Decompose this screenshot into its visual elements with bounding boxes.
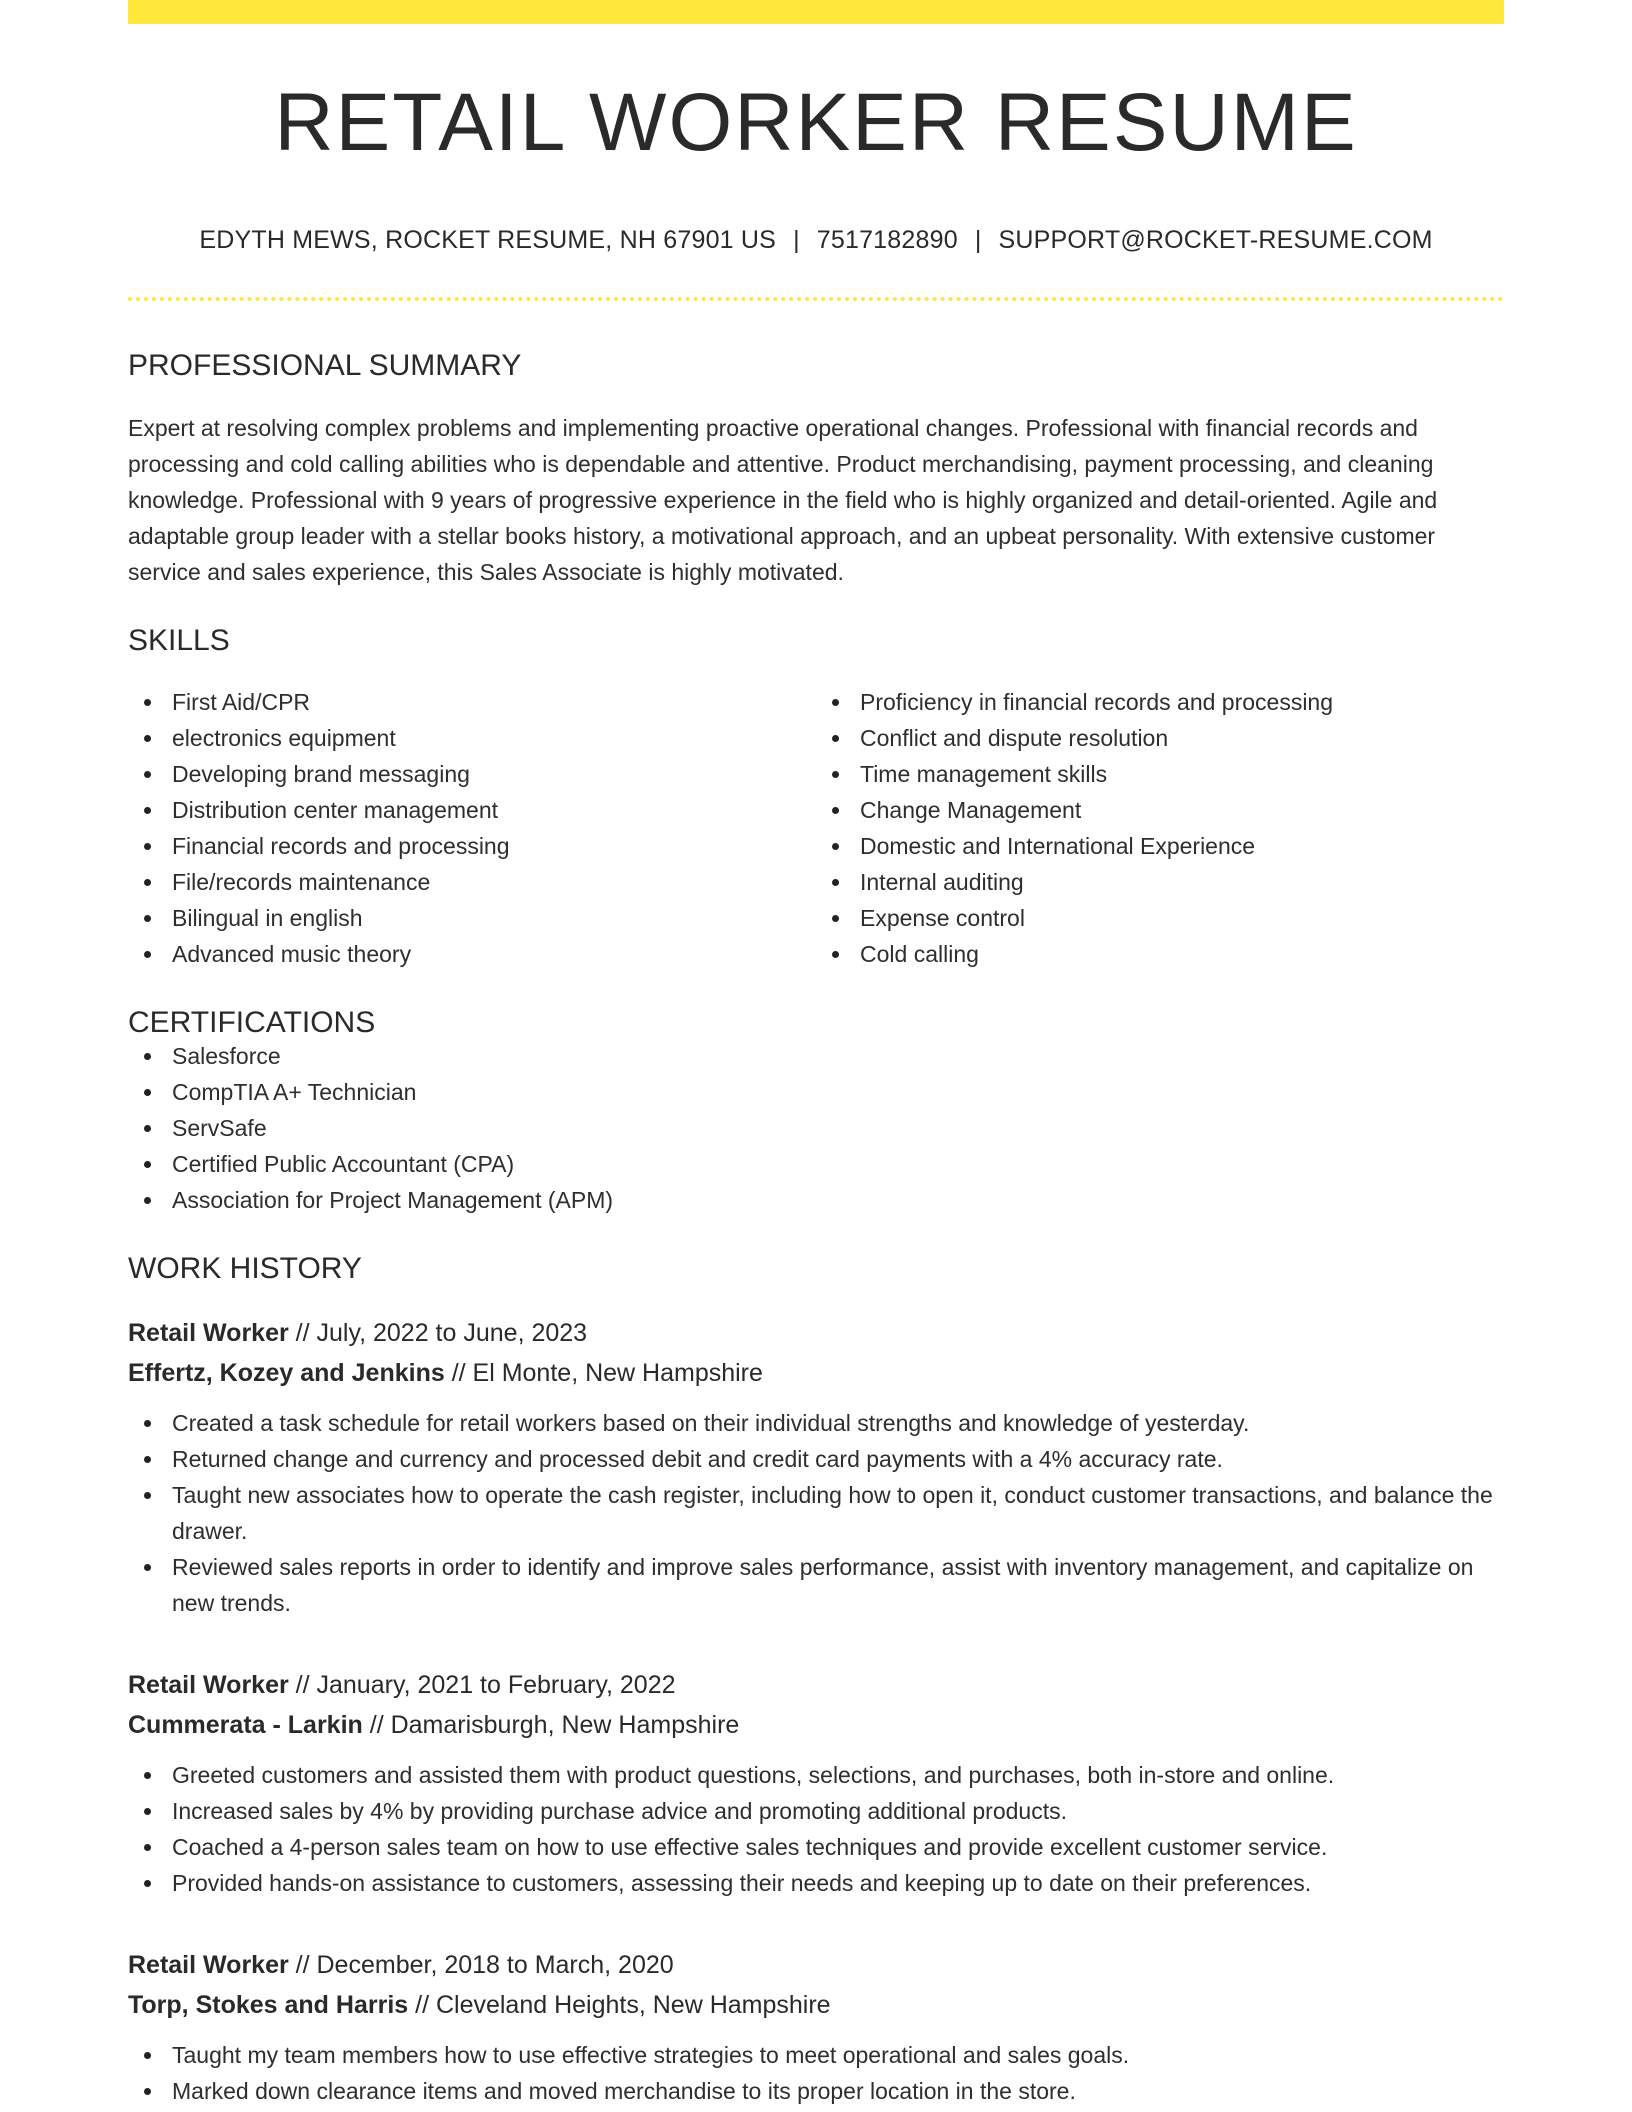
job-duty-item: Reviewed sales reports in order to identify and improve sales performance, assist with inventory management, and capitalize on new trends. [128, 1549, 1504, 1621]
job-company-line [128, 1705, 1504, 1745]
job-title-line [128, 1945, 1504, 1985]
job-company: Cummerata - Larkin [128, 1711, 363, 1739]
job-duty-item: Greeted customers and assisted them with product questions, selections, and purchases, both in-store and online. [128, 1757, 1504, 1793]
job-dates: // July, 2022 to June, 2023 [288, 1319, 588, 1347]
certification-item: Certified Public Accountant (CPA) [128, 1146, 1504, 1182]
job-entry [128, 1945, 1504, 2109]
job-title: Retail Worker [128, 1671, 289, 1699]
job-dates: // December, 2018 to March, 2020 [288, 1951, 674, 1979]
job-company-line [128, 1985, 1504, 2025]
certification-item: CompTIA A+ Technician [128, 1074, 1504, 1110]
skills-columns [128, 684, 1504, 972]
work-history-heading: WORK HISTORY [128, 1252, 362, 1285]
certification-item: Salesforce [128, 1038, 1504, 1074]
dotted-divider [128, 297, 1504, 301]
job-duty-item: Returned change and currency and processed debit and credit card payments with a 4% accuracy rate. [128, 1441, 1504, 1477]
job-duties-list [128, 1405, 1504, 1621]
contact-separator: | [793, 226, 800, 254]
summary-text: Expert at resolving complex problems and implementing proactive operational changes. Professional with financial records and processing and cold calling abilities who is dependable and attentive. Product merchandising, payment processing, and cleaning knowledge. Professional with 9 years of progressive experience in the field who is highly organized and detail-oriented. Agile and adaptable group leader with a stellar books history, a motivational approach, and an upbeat personality. With extensive customer service and sales experience, this Sales Associate is highly motivated. [128, 415, 1438, 585]
skills-list-left [128, 684, 816, 972]
job-location: // El Monte, New Hampshire [444, 1359, 763, 1387]
contact-email: SUPPORT@ROCKET-RESUME.COM [998, 226, 1433, 254]
job-title-line [128, 1313, 1504, 1353]
skill-item: First Aid/CPR [128, 684, 816, 720]
contact-address: EDYTH MEWS, ROCKET RESUME, NH 67901 US [199, 226, 777, 254]
job-duty-item: Marked down clearance items and moved merchandise to its proper location in the store. [128, 2073, 1504, 2109]
skill-item: Cold calling [816, 936, 1504, 972]
job-entry [128, 1665, 1504, 1901]
certifications-list [128, 1038, 1504, 1218]
skill-item: Distribution center management [128, 792, 816, 828]
job-duty-item: Created a task schedule for retail workers based on their individual strengths and knowledge of yesterday. [128, 1405, 1504, 1441]
job-duties-list [128, 1757, 1504, 1901]
certifications-heading: CERTIFICATIONS [128, 1006, 376, 1039]
job-dates: // January, 2021 to February, 2022 [288, 1671, 676, 1699]
skill-item: Advanced music theory [128, 936, 816, 972]
job-title: Retail Worker [128, 1951, 289, 1979]
top-accent-bar [128, 0, 1504, 24]
skill-item: Time management skills [816, 756, 1504, 792]
skill-item: Developing brand messaging [128, 756, 816, 792]
skill-item: File/records maintenance [128, 864, 816, 900]
job-company: Effertz, Kozey and Jenkins [128, 1359, 445, 1387]
job-duty-item: Taught new associates how to operate the cash register, including how to open it, conduct customer transactions, and balance the drawer. [128, 1477, 1504, 1549]
resume-title: RETAIL WORKER RESUME [274, 77, 1358, 168]
job-title-line [128, 1665, 1504, 1705]
job-duty-item: Provided hands-on assistance to customers, assessing their needs and keeping up to date on their preferences. [128, 1865, 1504, 1901]
contact-separator: | [974, 226, 982, 254]
skill-item: Financial records and processing [128, 828, 816, 864]
job-company-line [128, 1353, 1504, 1393]
job-entry [128, 1313, 1504, 1621]
skill-item: Internal auditing [816, 864, 1504, 900]
skill-item: Conflict and dispute resolution [816, 720, 1504, 756]
skills-heading: SKILLS [128, 624, 230, 657]
job-title: Retail Worker [128, 1319, 289, 1347]
job-duty-item: Coached a 4-person sales team on how to use effective sales techniques and provide excellent customer service. [128, 1829, 1504, 1865]
skill-item: Expense control [816, 900, 1504, 936]
skills-column-right [816, 684, 1504, 972]
skill-item: Bilingual in english [128, 900, 816, 936]
certification-item: ServSafe [128, 1110, 1504, 1146]
job-duty-item: Taught my team members how to use effective strategies to meet operational and sales goals. [128, 2037, 1504, 2073]
skills-column-left [128, 684, 816, 972]
contact-line [128, 226, 1504, 255]
job-duties-list [128, 2037, 1504, 2109]
skills-list-right [816, 684, 1504, 972]
job-company: Torp, Stokes and Harris [128, 1991, 409, 2019]
job-location: // Cleveland Heights, New Hampshire [408, 1991, 831, 2019]
resume-page [128, 0, 1504, 2109]
skill-item: Proficiency in financial records and processing [816, 684, 1504, 720]
contact-phone: 7517182890 [816, 226, 958, 254]
job-location: // Damarisburgh, New Hampshire [362, 1711, 740, 1739]
skill-item: Change Management [816, 792, 1504, 828]
skill-item: electronics equipment [128, 720, 816, 756]
skill-item: Domestic and International Experience [816, 828, 1504, 864]
summary-heading: PROFESSIONAL SUMMARY [128, 349, 522, 382]
work-history-list [128, 1313, 1504, 2109]
certification-item: Association for Project Management (APM) [128, 1182, 1504, 1218]
job-duty-item: Increased sales by 4% by providing purchase advice and promoting additional products. [128, 1793, 1504, 1829]
